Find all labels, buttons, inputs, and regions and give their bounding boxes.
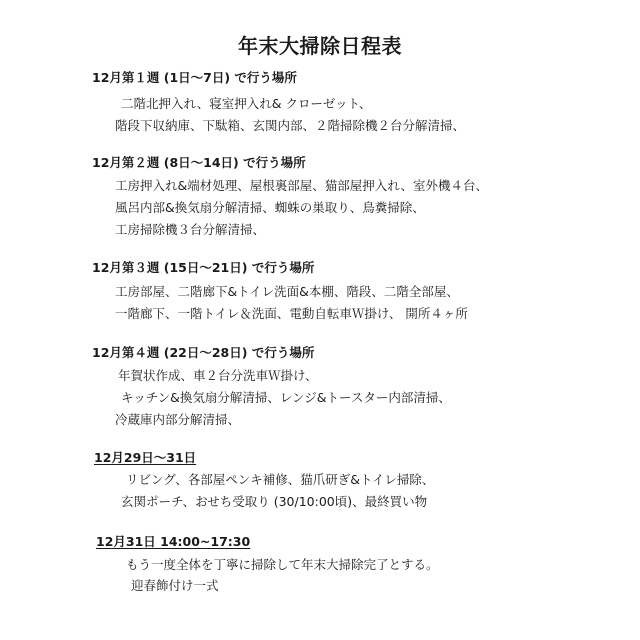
section-line: 工房掃除機３台分解清掃、 [115,222,266,237]
section-line: 冷蔵庫内部分解清掃、 [115,412,241,427]
section-heading-week1: 12月第１週 (1日〜7日) で行う場所 [92,70,297,85]
section-line: もう一度全体を丁寧に掃除して年末大掃除完了とする。 [126,557,439,572]
section-line: 工房部屋、二階廊下&トイレ洗面&本棚、階段、二階全部屋、 [115,284,459,299]
section-line: 風呂内部&換気扇分解清掃、蜘蛛の巣取り、鳥糞掃除、 [115,200,425,215]
section-line: キッチン&換気扇分解清掃、レンジ&トースター内部清掃、 [121,390,451,405]
section-heading-dec29-31: 12月29日〜31日 [94,450,197,465]
section-heading-week3: 12月第３週 (15日〜21日) で行う場所 [92,260,315,275]
section-line: 迎春飾付け一式 [131,578,219,593]
section-line: 玄関ポーチ、おせち受取り (30/10:00頃)、最終買い物 [121,494,428,509]
section-line: 階段下収納庫、下駄箱、玄関内部、２階掃除機２台分解清掃、 [115,118,466,133]
section-line: リビング、各部屋ペンキ補修、猫爪研ぎ&トイレ掃除、 [126,472,435,487]
section-heading-week2: 12月第２週 (8日〜14日) で行う場所 [92,155,306,170]
section-heading-week4: 12月第４週 (22日〜28日) で行う場所 [92,345,315,360]
page-title: 年末大掃除日程表 [238,34,402,58]
section-heading-dec31: 12月31日 14:00~17:30 [96,534,251,549]
section-line: 二階北押入れ、寝室押入れ& クローゼット、 [121,96,372,111]
section-line: 一階廊下、一階トイレ＆洗面、電動自転車Ｗ掛け、 開所４ヶ所 [115,306,468,321]
section-line: 年賀状作成、車２台分洗車Ｗ掛け、 [118,368,318,383]
section-line: 工房押入れ&端材処理、屋根裏部屋、猫部屋押入れ、室外機４台、 [115,178,488,193]
